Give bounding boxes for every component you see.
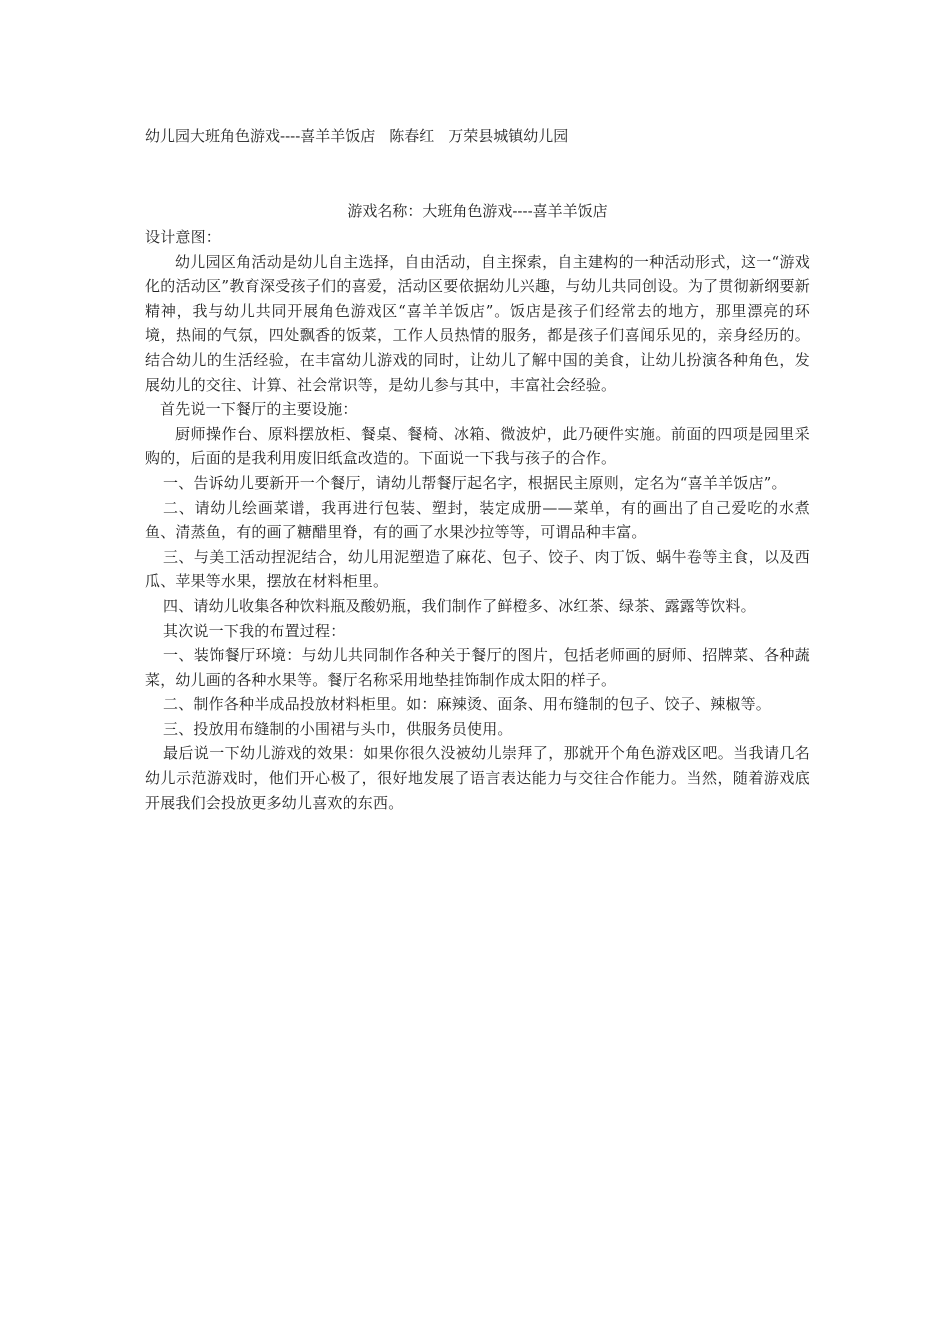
game-title: 游戏名称：大班角色游戏----喜羊羊饭店 xyxy=(347,202,608,220)
layout-heading: 其次说一下我的布置过程： xyxy=(163,621,346,640)
paragraph-coop-2: 二、请幼儿绘画菜谱，我再进行包装、塑封，装定成册——菜单，有的画出了自己爱吃的水煮鱼、清蒸鱼，有的画了糖醋里脊，有的画了水果沙拉等等，可谓品种丰富。 xyxy=(145,498,810,542)
paragraph-coop-3: 三、与美工活动捏泥结合，幼儿用泥塑造了麻花、包子、饺子、肉丁饭、蜗牛卷等主食，以及西瓜、苹果等水果，摆放在材料柜里。 xyxy=(145,547,810,591)
header-title: 幼儿园大班角色游戏----喜羊羊饭店 xyxy=(145,127,376,145)
paragraph-intro: 幼儿园区角活动是幼儿自主选择，自由活动，自主探索，自主建构的一种活动形式，这一“游戏化的活动区”教育深受孩子们的喜爱，活动区要依据幼儿兴趣，与幼儿共同创设。为了贯彻新纲要新精神，我与幼儿共同开展角色游戏区“喜羊羊饭店”。饭店是孩子们经常去的地方，那里漂亮的环境，热闹的气氛，四处飘香的饭菜，工作人员热情的服务，都是孩子们喜闻乐见的，亲身经历的。结合幼儿的生活经验，在丰富幼儿游戏的同时，让幼儿了解中国的美食，让幼儿扮演各种角色，发展幼儿的交往、计算、社会常识等，是幼儿参与其中，丰富社会经验。 xyxy=(145,252,810,394)
facilities-heading: 首先说一下餐厅的主要设施： xyxy=(160,400,358,419)
header-school: 万荣县城镇幼儿园 xyxy=(448,127,569,145)
paragraph-layout-2: 二、制作各种半成品投放材料柜里。如：麻辣烫、面条、用布缝制的包子、饺子、辣椒等。 xyxy=(163,695,772,714)
paragraph-coop-4: 四、请幼儿收集各种饮料瓶及酸奶瓶，我们制作了鲜橙多、冰红茶、绿茶、露露等饮料。 xyxy=(163,596,756,615)
paragraph-layout-3: 三、投放用布缝制的小围裙与头巾，供服务员使用。 xyxy=(163,719,513,738)
paragraph-layout-1: 一、装饰餐厅环境：与幼儿共同制作各种关于餐厅的图片，包括老师画的厨师、招牌菜、各种蔬菜，幼儿画的各种水果等。餐厅名称采用地垫挂饰制作成太阳的样子。 xyxy=(145,646,810,689)
paragraph-conclusion: 最后说一下幼儿游戏的效果：如果你很久没被幼儿崇拜了，那就开个角色游戏区吧。当我请几名幼儿示范游戏时，他们开心极了，很好地发展了语言表达能力与交往合作能力。当然，随着游戏底开展我们会投放更多幼儿喜欢的东西。 xyxy=(145,744,810,812)
header-author: 陈春红 xyxy=(389,127,435,145)
paragraph-facilities: 厨师操作台、原料摆放柜、餐桌、餐椅、冰箱、微波炉，此乃硬件实施。前面的四项是园里采购的，后面的是我利用废旧纸盒改造的。下面说一下我与孩子的合作。 xyxy=(145,424,810,468)
document-header xyxy=(145,125,582,147)
paragraph-coop-1: 一、告诉幼儿要新开一个餐厅，请幼儿帮餐厅起名字，根据民主原则，定名为“喜羊羊饭店”。 xyxy=(163,473,787,492)
design-label: 设计意图： xyxy=(145,228,222,246)
document-body xyxy=(145,225,810,815)
